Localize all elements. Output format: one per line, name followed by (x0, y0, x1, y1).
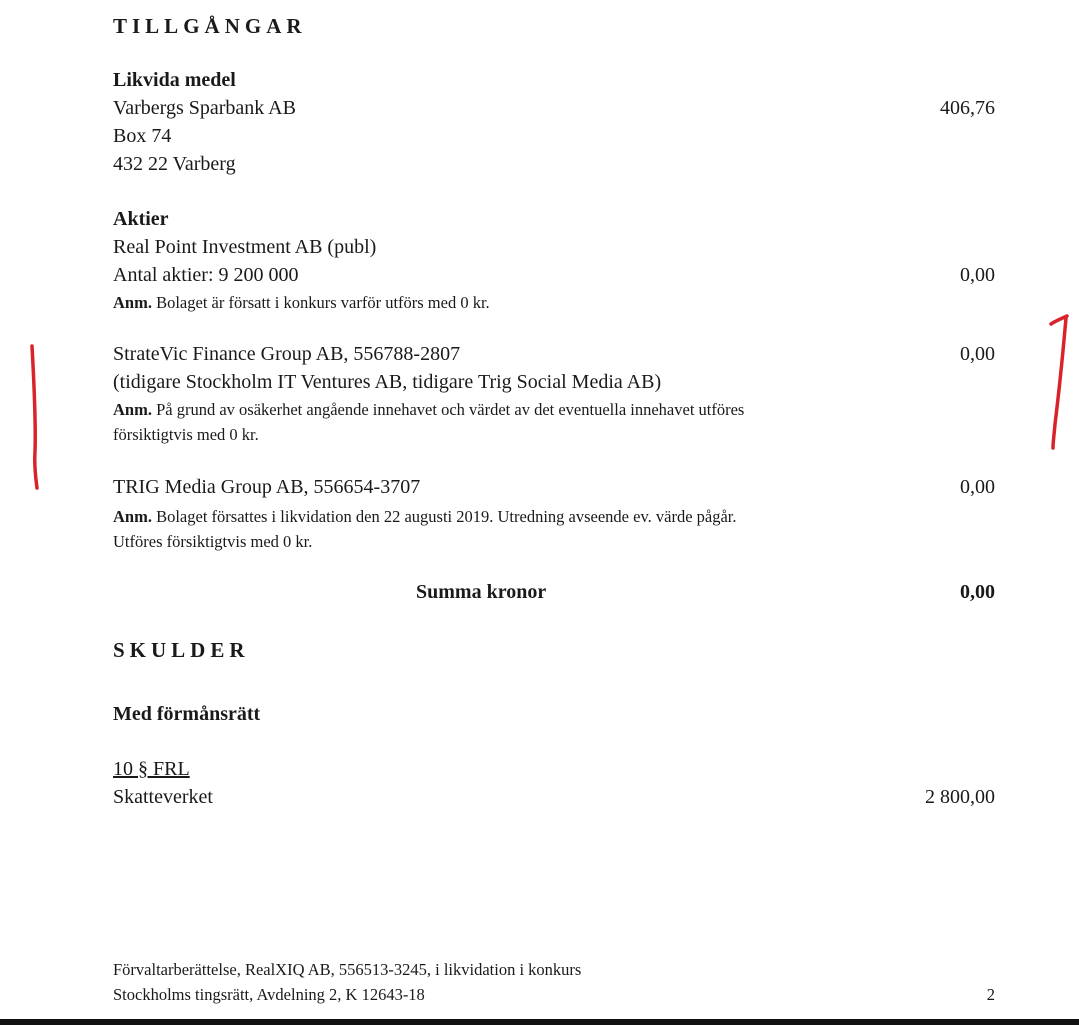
cash-bank-city: 432 22 Varberg (113, 153, 236, 175)
share-1-count: Antal aktier: 9 200 000 (113, 264, 299, 286)
statute-reference: 10 § FRL (113, 758, 190, 780)
share-3-name: TRIG Media Group AB, 556654-3707 (113, 476, 421, 498)
footer-line-2: Stockholms tingsrätt, Avdelning 2, K 12643-18 (113, 985, 425, 1004)
priority-title: Med förmånsrätt (113, 703, 261, 725)
cash-amount: 406,76 (940, 97, 995, 119)
cash-title: Likvida medel (113, 69, 236, 91)
share-1-note: Anm. Bolaget är försatt i konkurs varför utförs med 0 kr. (113, 293, 490, 312)
footer-line-1: Förvaltarberättelse, RealXIQ AB, 556513-3245, i likvidation i konkurs (113, 960, 582, 979)
page-number: 2 (986, 985, 995, 1004)
share-2-note: Anm. På grund av osäkerhet angående innehavet och värdet av det eventuella innehavet utföres (113, 400, 745, 419)
share-2-amount: 0,00 (960, 343, 995, 365)
share-2-former-names: (tidigare Stockholm IT Ventures AB, tidigare Trig Social Media AB) (113, 371, 662, 393)
share-3-amount: 0,00 (960, 476, 995, 498)
share-1-amount: 0,00 (960, 264, 995, 286)
creditor-amount: 2 800,00 (925, 786, 995, 808)
share-1-name: Real Point Investment AB (publ) (113, 236, 377, 258)
assets-heading: TILLGÅNGAR (113, 14, 307, 38)
liabilities-heading: SKULDER (113, 638, 250, 662)
share-3-note: Anm. Bolaget försattes i likvidation den 22 augusti 2019. Utredning avseende ev. värde pågår. (113, 507, 737, 526)
page-bottom-edge (0, 1019, 1079, 1025)
creditor-name: Skatteverket (113, 786, 213, 808)
sum-label: Summa kronor (416, 581, 547, 603)
share-2-name: StrateVic Finance Group AB, 556788-2807 (113, 343, 461, 365)
sum-amount: 0,00 (960, 581, 995, 603)
share-3-note-cont: Utföres försiktigtvis med 0 kr. (113, 532, 313, 551)
cash-bank-name: Varbergs Sparbank AB (113, 97, 296, 119)
cash-bank-box: Box 74 (113, 125, 172, 147)
share-2-note-cont: försiktigtvis med 0 kr. (113, 425, 259, 444)
right-annotation-mark (1045, 312, 1075, 452)
left-annotation-mark (26, 342, 46, 492)
shares-title: Aktier (113, 208, 169, 230)
